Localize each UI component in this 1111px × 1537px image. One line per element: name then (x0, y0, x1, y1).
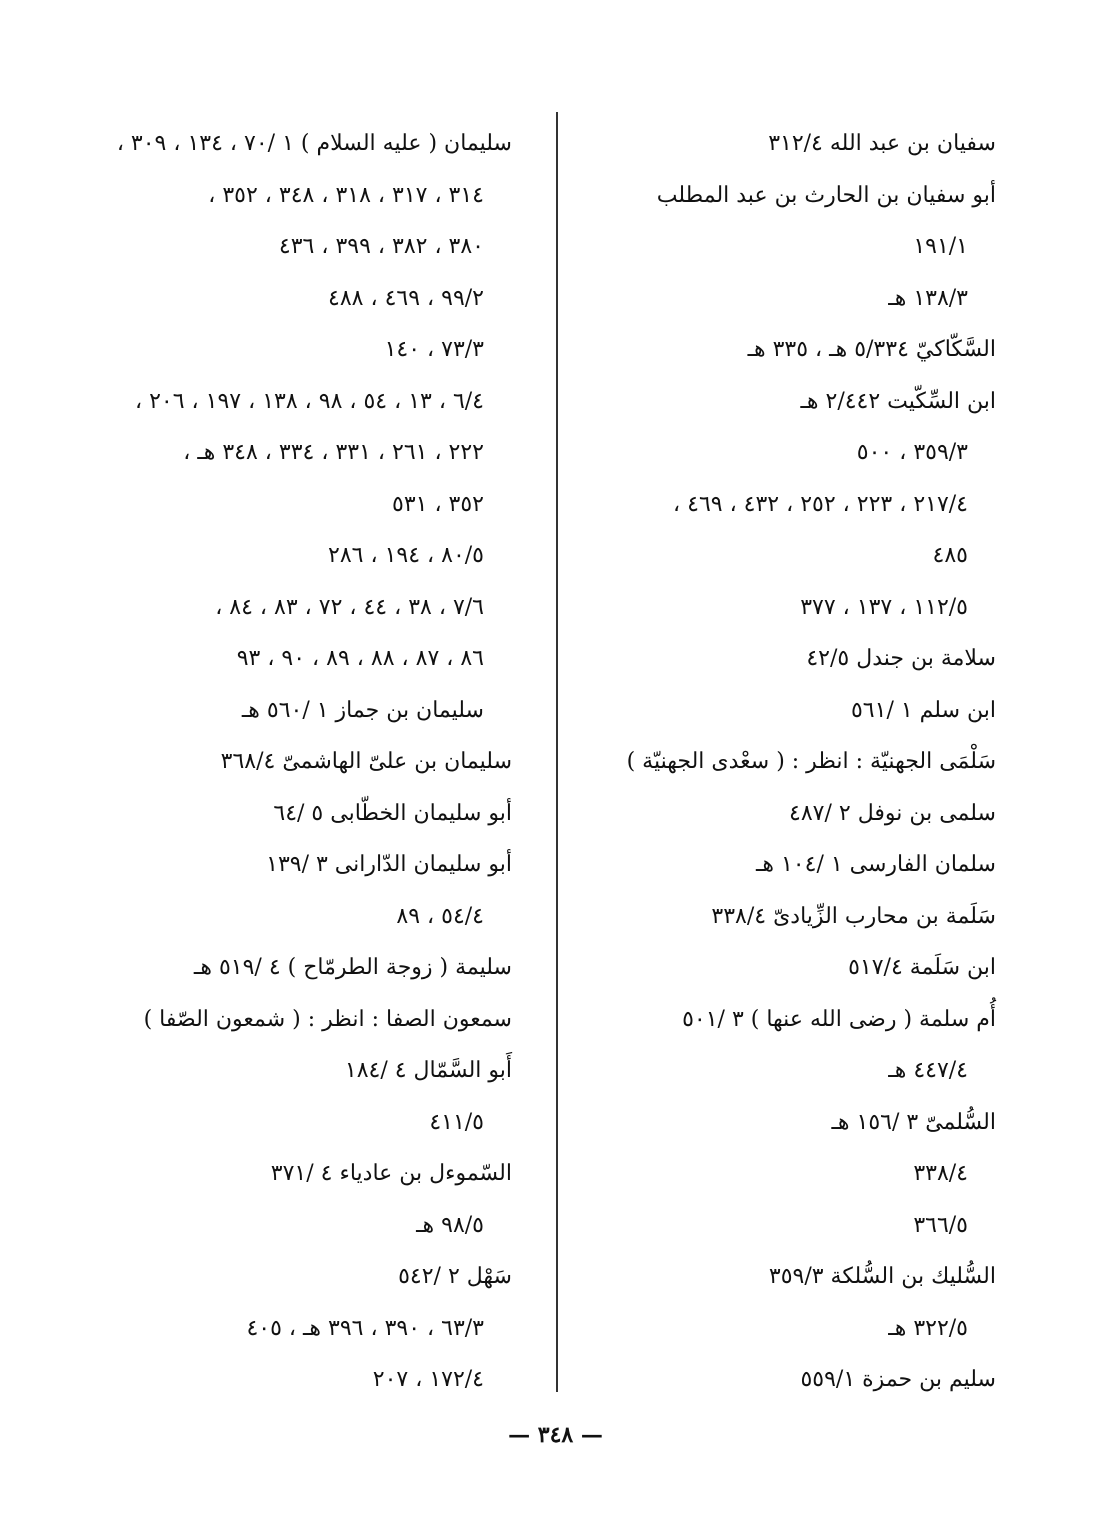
index-entry: أبو سليمان الخطّابى ٥ /٦٤ (273, 800, 512, 826)
index-entry-continuation: ٤٨٥ (932, 543, 968, 568)
index-entry: سليم بن حمزة ٥٥٩/١ (800, 1367, 996, 1392)
index-entry-continuation: ٥٤/٤ ، ٨٩ (396, 903, 484, 929)
index-entry-continuation: ٣٣٨/٤ (913, 1161, 968, 1186)
index-entry-continuation: ٦٣/٣ ، ٣٩٠ ، ٣٩٦ هـ ، ٤٠٥ (246, 1315, 484, 1341)
index-entry-continuation: ٣٨٠ ، ٣٨٢ ، ٣٩٩ ، ٤٣٦ (278, 234, 484, 259)
index-entry: ابن سلم ١ /٥٦١ (850, 697, 996, 723)
index-entry: سلمان الفارسى ١ /١٠٤ هـ (755, 852, 996, 877)
index-entry: سليمة ( زوجة الطرمّاح ) ٤ /٥١٩ هـ (193, 955, 512, 980)
index-entry-continuation: ١١٢/٥ ، ١٣٧ ، ٣٧٧ (800, 594, 968, 620)
page-number: — ٣٤٨ — (508, 1422, 603, 1448)
index-entry-continuation: ١٩١/١ (913, 234, 968, 259)
index-entry: سليمان ( عليه السلام ) ١ /٧٠ ، ١٣٤ ، ٣٠٩ ، (116, 131, 512, 156)
index-entry: سليمان بن علىّ الهاشمىّ ٣٦٨/٤ (220, 749, 512, 774)
index-entry-continuation: ٨٦ ، ٨٧ ، ٨٨ ، ٨٩ ، ٩٠ ، ٩٣ (236, 646, 484, 671)
index-entry: سلامة بن جندل ٤٢/٥ (806, 646, 996, 671)
index-entry-continuation: ٦/٤ ، ١٣ ، ٥٤ ، ٩٨ ، ١٣٨ ، ١٩٧ ، ٢٠٦ ، (135, 388, 484, 414)
index-entry-continuation: ٣٦٦/٥ (913, 1212, 968, 1238)
index-entry-continuation: ١٣٨/٣ هـ (888, 285, 968, 311)
index-entry: سَهْل ٢ /٥٤٢ (398, 1264, 512, 1289)
index-entry: أبو سفيان بن الحارث بن عبد المطلب (656, 182, 996, 208)
index-entry: أُم سلمة ( رضى الله عنها ) ٣ /٥٠١ (682, 1006, 996, 1032)
index-entry: ابن سَلَمة ٥١٧/٤ (848, 955, 996, 980)
index-entry-continuation: ٧/٦ ، ٣٨ ، ٤٤ ، ٧٢ ، ٨٣ ، ٨٤ ، (215, 594, 484, 620)
index-entry: ابن السِّكّيت ٢/٤٤٢ هـ (800, 388, 996, 414)
right-column (580, 118, 996, 1406)
index-entry: سَلَمة بن محارب الزِّيادىّ ٣٣٨/٤ (711, 903, 996, 929)
index-entry: سمعون الصفا : انظر : ( شمعون الصّفا ) (143, 1006, 512, 1032)
index-entry: أبو سليمان الدّارانى ٣ /١٣٩ (266, 852, 512, 877)
index-entry-continuation: ٤١١/٥ (429, 1109, 484, 1135)
index-entry-continuation: ٣٥٢ ، ٥٣١ (392, 491, 484, 517)
index-entry: السُّلمىّ ٣ /١٥٦ هـ (831, 1109, 996, 1135)
index-entry: سلمى بن نوفل ٢ /٤٨٧ (789, 800, 996, 826)
index-entry-continuation: ٧٣/٣ ، ١٤٠ (384, 337, 484, 362)
index-entry-continuation: ٨٠/٥ ، ١٩٤ ، ٢٨٦ (328, 543, 484, 568)
index-entry-continuation: ٣١٤ ، ٣١٧ ، ٣١٨ ، ٣٤٨ ، ٣٥٢ ، (208, 182, 484, 208)
index-entry-continuation: سليمان بن جماز ١ /٥٦٠ هـ (241, 697, 484, 723)
column-divider (556, 112, 558, 1392)
index-entry-continuation: ٢٢٢ ، ٢٦١ ، ٣٣١ ، ٣٣٤ ، ٣٤٨ هـ ، (183, 440, 484, 465)
index-entry-continuation: ٩٨/٥ هـ (416, 1212, 484, 1238)
index-entry-continuation: ٩٩/٢ ، ٤٦٩ ، ٤٨٨ (328, 285, 484, 311)
index-entry-continuation: ١٧٢/٤ ، ٢٠٧ (372, 1367, 484, 1392)
left-column (60, 118, 512, 1406)
index-entry-continuation: ٢١٧/٤ ، ٢٢٣ ، ٢٥٢ ، ٤٣٢ ، ٤٦٩ ، (673, 491, 968, 517)
index-entry: سَلْمَى الجهنيّة : انظر : ( سعْدى الجهنيّة ) (626, 749, 996, 774)
index-entry: السَّكّاكيّ ٥/٣٣٤ هـ ، ٣٣٥ هـ (747, 337, 996, 362)
index-entry: أَبو السَّمّال ٤ /١٨٤ (344, 1058, 512, 1083)
index-entry-continuation: ٣٥٩/٣ ، ٥٠٠ (856, 440, 968, 465)
index-entry-continuation: ٤٤٧/٤ هـ (888, 1058, 968, 1083)
index-entry-continuation: ٣٢٢/٥ هـ (888, 1315, 968, 1341)
index-entry: السّموءل بن عادياء ٤ /٣٧١ (270, 1161, 512, 1186)
index-entry: السُّليك بن السُّلكة ٣٥٩/٣ (768, 1264, 996, 1289)
index-entry: سفيان بن عبد الله ٣١٢/٤ (768, 131, 996, 156)
